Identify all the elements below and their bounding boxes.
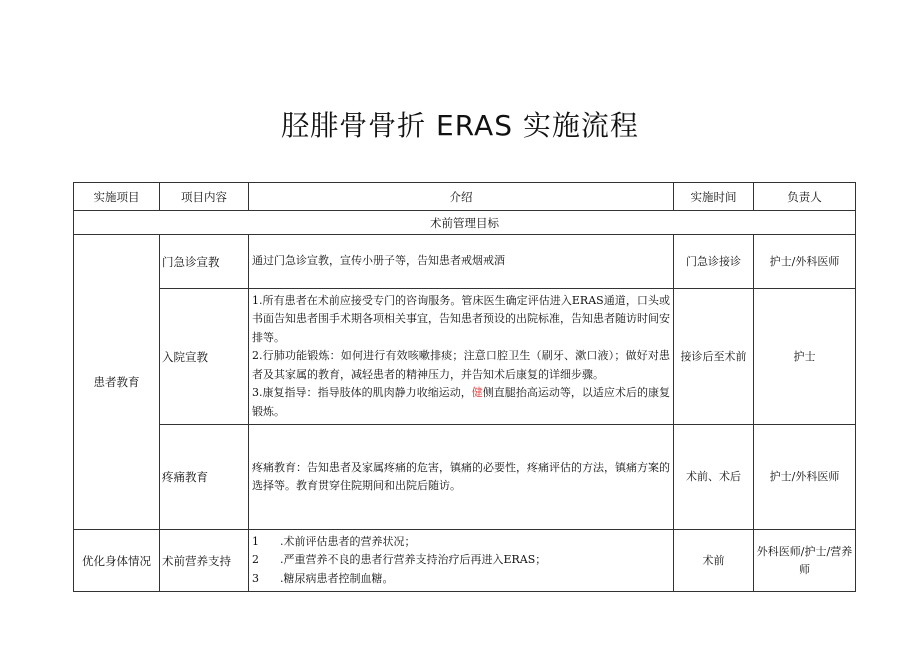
desc-outpatient-education: 通过门急诊宣教，宣传小册子等，告知患者戒烟戒酒 [249,235,674,289]
time-nutrition-support: 术前 [674,530,754,592]
header-row [74,183,856,211]
item-pain-education: 疼痛教育 [160,425,249,530]
table-row [74,425,856,530]
desc-line-1: 1.所有患者在术前应接受专门的咨询服务。管床医生确定评估进入ERAS通道，口头或书面告知患者围手术期各项相关事宜，告知患者预设的出院标准，告知患者随访时间安排等。 [252,293,670,344]
header-responsible: 负责人 [754,183,856,211]
list-item [252,551,670,570]
header-time: 实施时间 [674,183,754,211]
desc-nutrition-support [249,530,674,592]
desc-line-3-highlight: 健 [471,386,483,400]
page-title: 胫腓骨骨折 ERAS 实施流程 [281,109,639,142]
desc-admission-education [249,289,674,425]
list-text: .糖尿病患者控制血糖。 [280,571,394,585]
time-outpatient-education: 门急诊接诊 [674,235,754,289]
header-category: 实施项目 [74,183,160,211]
time-pain-education: 术前、术后 [674,425,754,530]
item-nutrition-support: 术前营养支持 [160,530,249,592]
resp-admission-education: 护士 [754,289,856,425]
list-text: .严重营养不良的患者行营养支持治疗后再进入ERAS； [280,553,547,567]
header-item: 项目内容 [160,183,249,211]
list-number: 2 [252,553,259,567]
list-item [252,570,670,589]
list-text: .术前评估患者的营养状况； [280,534,416,548]
desc-line-3-part-a: 3.康复指导：指导肢体的肌肉静力收缩运动， [252,386,472,400]
desc-line-2: 2.行肺功能锻炼：如何进行有效咳嗽排痰；注意口腔卫生（刷牙、漱口液）；做好对患者及其家属的教育，减轻患者的精神压力，并告知术后康复的详细步骤。 [252,349,670,381]
item-outpatient-education: 门急诊宣教 [160,235,249,289]
desc-line-3-part-b: 侧直腿抬高运动等，以适应术后的康复锻炼。 [252,386,670,418]
item-admission-education: 入院宣教 [160,289,249,425]
section-title: 术前管理目标 [74,211,856,235]
table-row [74,235,856,289]
table-row [74,530,856,592]
desc-line-3 [252,384,670,421]
table-row [74,289,856,425]
time-admission-education: 接诊后至术前 [674,289,754,425]
resp-outpatient-education: 护士/外科医师 [754,235,856,289]
list-number: 3 [252,571,259,585]
list-number: 1 [252,534,259,548]
category-body-optimization: 优化身体情况 [74,530,160,592]
category-patient-education: 患者教育 [74,235,160,530]
header-description: 介绍 [249,183,674,211]
list-item [252,533,670,552]
eras-table [73,182,856,592]
desc-pain-education: 疼痛教育：告知患者及家属疼痛的危害，镇痛的必要性，疼痛评估的方法，镇痛方案的选择等。教育贯穿住院期间和出院后随访。 [249,425,674,530]
resp-pain-education: 护士/外科医师 [754,425,856,530]
section-row [74,211,856,235]
resp-nutrition-support: 外科医师/护士/营养师 [754,530,856,592]
